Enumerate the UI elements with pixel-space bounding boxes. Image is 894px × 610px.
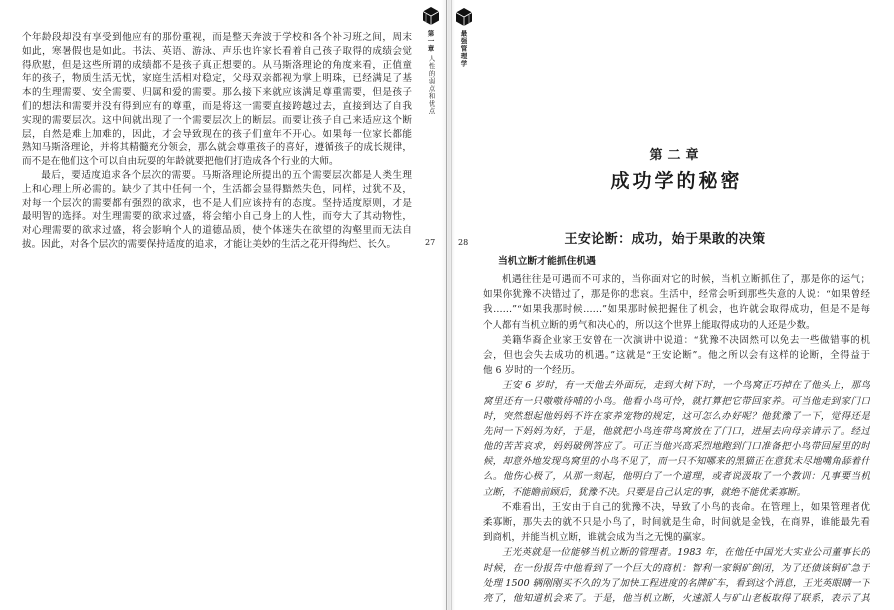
text-line: 对每一个层次的需要都有强烈的欲求，也不是人们应该持有的态度。坚持适度原则，才是 bbox=[22, 197, 412, 209]
cube-logo-icon bbox=[456, 8, 472, 26]
story-line: 他的苦苦哀求，妈妈破例答应了。可正当他兴高采烈地跑到门口准备把小鸟带回屋里的时 bbox=[483, 441, 870, 453]
story-line: 么。他伤心极了，从那一刻起，他明白了一个道理，或者说汲取了一个教训：凡事要当机 bbox=[483, 471, 870, 483]
page-number: 28 bbox=[458, 238, 469, 247]
text-line: 会，但也会失去成功的机遇。”这就是“王安论断”。他之所以会有这样的论断，全得益于 bbox=[483, 349, 870, 361]
story-line: 候，却意外地发现鸟窝里的小鸟不见了，而一只不知哪来的黑猫正在意犹未尽地嘴角舔着什 bbox=[483, 456, 870, 468]
text-line: 最后，要适度追求各个层次的需要。马斯洛理论所提出的五个需要层次都是人类生理 bbox=[41, 169, 412, 181]
text-line: 到商机，并能当机立断，谁就会成为当之无愧的赢家。 bbox=[483, 532, 712, 544]
gutter-line bbox=[446, 0, 447, 610]
text-line: 他 6 岁时的一个经历。 bbox=[483, 365, 581, 377]
text-line: 最明智的选择。对生理需要的欲求过盛，将会缩小自己身上的人性，而夸大了其动物性， bbox=[22, 211, 412, 223]
text-line: 不难看出，王安由于自己的犹豫不决，导致了小鸟的丧命。在管理上，如果管理者优 bbox=[502, 501, 870, 513]
story-line: 先问一下妈妈为好，于是，他就把小鸟连带鸟窝放在了门口，进屋去向母亲请示了。经过 bbox=[483, 425, 870, 437]
story-line: 处理 1500 辆刚刚买不久的为了加快工程进度的名牌矿车，看到这个消息，王光英眼睛一下 bbox=[483, 577, 870, 589]
text-line: 个人都有当机立断的勇气和决心的，所以这个世界上能取得成功的人还是少数。 bbox=[483, 319, 816, 331]
running-head-title: 人性的弱点和优点 bbox=[427, 55, 436, 115]
left-page-body bbox=[22, 31, 412, 252]
right-page-body bbox=[483, 272, 870, 606]
text-line: 对心理需要的欲求过盛，将会影响个人的道德品质，使个体迷失在欲望的沟壑里而无法自 bbox=[22, 225, 412, 237]
text-line: 层，自然是难上加难的，因此，才会导致现在的孩子们童年不开心。如果每一位家长都能 bbox=[22, 128, 412, 140]
chapter-title: 成功学的秘密 bbox=[610, 170, 743, 192]
running-head-book-title: 最强管理学 bbox=[459, 30, 468, 68]
text-line: 实现的需要层次。这中间就出现了一个需要层次上的断层。而要让孩子自己来适应这个断 bbox=[22, 114, 412, 126]
page-number: 27 bbox=[425, 238, 436, 247]
running-head-chapter: 第一章 bbox=[426, 30, 435, 53]
left-page bbox=[0, 0, 446, 610]
story-line: 时候，在一份报告中他看到了一个巨大的商机：智利一家铜矿倒闭，为了还债该铜矿急于 bbox=[483, 562, 870, 574]
text-line: 美籍华裔企业家王安曾在一次演讲中说道：“犹豫不决固然可以免去一些做错事的机 bbox=[502, 334, 870, 346]
right-page bbox=[448, 0, 894, 610]
story-line: 立断，不能瞻前顾后，犹豫不决。只要是自己认定的事，就绝不能优柔寡断。 bbox=[483, 486, 807, 498]
story-line: 王安 6 岁时，有一天他去外面玩，走到大树下时，一个鸟窝正巧掉在了他头上，那鸟 bbox=[502, 380, 870, 392]
chapter-label: 第二章 bbox=[649, 148, 704, 163]
subsection-title: 当机立断才能抓住机遇 bbox=[498, 256, 596, 267]
story-line: 亮了，他知道机会来了。于是，他当机立断，火速派人与矿山老板取得了联系，表示了其 bbox=[483, 592, 870, 604]
text-line: 年的孩子，物质生活无忧，家庭生活相对稳定，父母双亲都视为掌上明珠，已经满足了基 bbox=[22, 73, 412, 85]
text-line: 们的想法和需要并没有得到应有的尊重，而是将这一需要直接跨越过去，直接到达了自我 bbox=[22, 100, 412, 112]
text-line: 本的生理需要、安全需要、归属和爱的需要。那么接下来就应该满足尊重需要，但是孩子 bbox=[22, 87, 412, 99]
text-line: 上和心理上所必需的。缺少了其中任何一个，生活都会显得黯然失色，同样，过犹不及， bbox=[22, 183, 412, 195]
text-line: 而不是在他们这个可以自由玩耍的年龄就要把他们打造成各个行业的大师。 bbox=[22, 156, 339, 168]
story-line: 王光英就是一位能够当机立断的管理者。1983 年，在他任中国光大实业公司董事长的 bbox=[502, 547, 870, 559]
text-line: 如果你犹豫不决错过了，那是你的悲哀。生活中，经常会听到那些失意的人说：“如果曾经 bbox=[483, 289, 870, 301]
story-line: 时，突然想起他妈妈不许在家养宠物的规定，这可怎么办好呢？他犹豫了一下，觉得还是 bbox=[483, 410, 870, 422]
text-line: 得欣慰，但是这些所谓的成绩都不是孩子真正想要的。从马斯洛理论的角度来看，正值童 bbox=[22, 59, 412, 71]
cube-logo-icon bbox=[423, 7, 439, 25]
section-title: 王安论断：成功，始于果敢的决策 bbox=[564, 232, 766, 247]
text-line: 机遇往往是可遇而不可求的，当你面对它的时候，当机立断抓住了，那是你的运气； bbox=[502, 274, 870, 285]
text-line: 熟知马斯洛理论，并将其精髓充分领会，那么就会尊重孩子的喜好，遵循孩子的成长规律， bbox=[22, 142, 412, 154]
text-line: 拔。因此，对各个层次的需要保持适度的追求，才能让美妙的生活之花开得绚烂、长久。 bbox=[22, 238, 397, 250]
story-line: 窝里还有一只嗷嗷待哺的小鸟。他看小鸟可怜，就打算把它带回家养。可当他走到家门口 bbox=[483, 395, 870, 407]
text-line: 柔寡断，那失去的就不只是小鸟了，时间就是生命，时间就是金钱，在商界，谁能最先看 bbox=[483, 517, 870, 528]
text-line: 我……”“如果我那时候……”如果那时候把握住了机会，也许就会取得成功，但是不是每 bbox=[483, 304, 870, 316]
text-line: 如此，寒暑假也是如此。书法、英语、游泳、声乐也许家长看着自己孩子取得的成绩会觉 bbox=[22, 45, 412, 57]
text-line: 个年龄段却没有享受到他应有的那份重视，而是整天奔波于学校和各个补习班之间，周末 bbox=[22, 32, 412, 43]
